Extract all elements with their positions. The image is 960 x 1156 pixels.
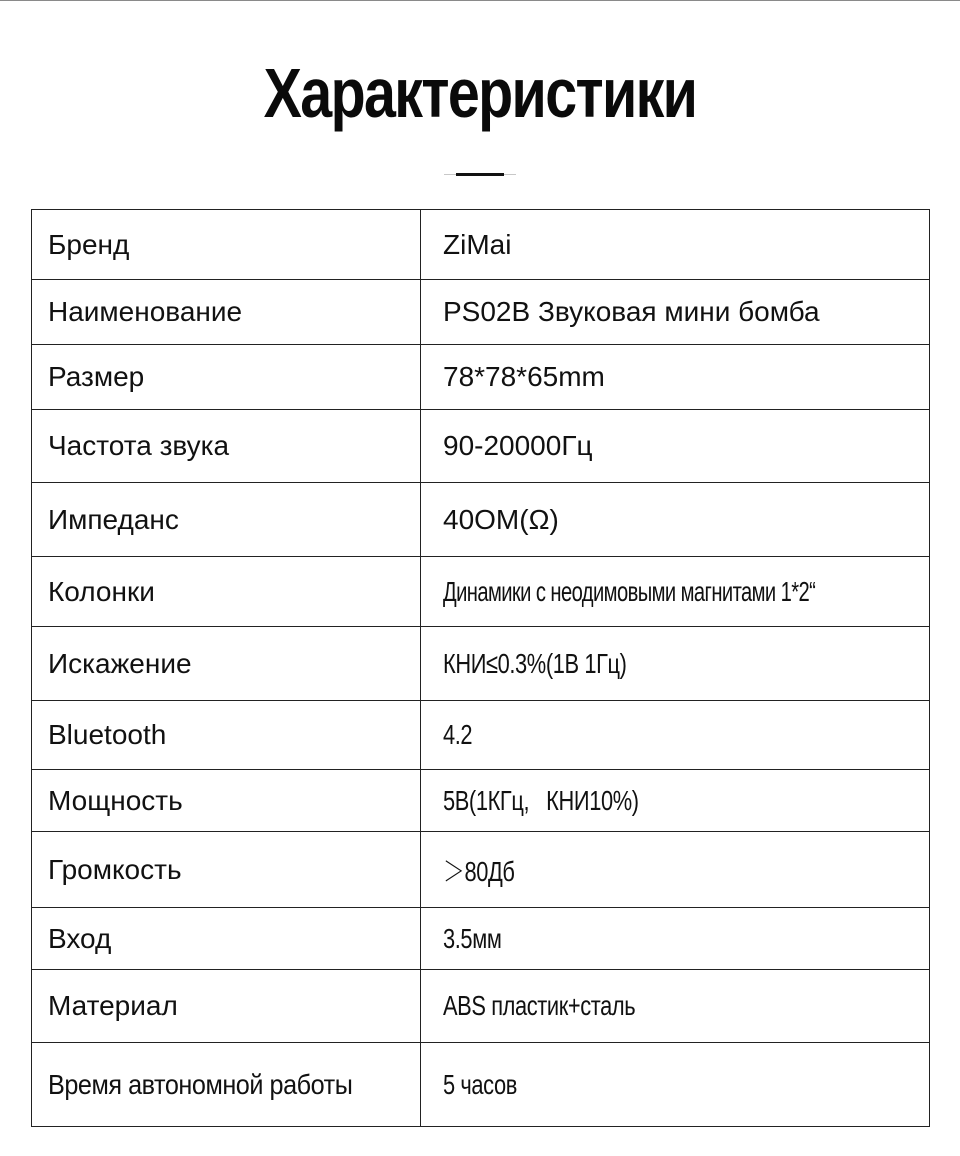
spec-value-text: 40OM(Ω)	[443, 503, 559, 535]
spec-value	[421, 701, 930, 770]
spec-label	[32, 1043, 421, 1127]
spec-value-text: 3.5мм	[443, 922, 502, 954]
spec-value	[421, 627, 930, 701]
spec-value-text: Динамики с неодимовыми магнитами 1*2“	[443, 575, 816, 607]
spec-value	[421, 483, 930, 557]
spec-value-text: ABS пластик+сталь	[443, 990, 636, 1021]
spec-value-text: PS02B Звуковая мини бомба	[443, 296, 820, 327]
spec-value	[421, 908, 930, 970]
spec-label-text: Время автономной работы	[48, 1068, 353, 1100]
spec-value	[421, 210, 930, 280]
spec-label-text: Размер	[48, 361, 145, 392]
spec-value-text: КНИ≤0.3%(1В 1Гц)	[443, 647, 627, 679]
spec-label	[32, 410, 421, 483]
spec-label-text: Bluetooth	[48, 719, 167, 750]
spec-label	[32, 557, 421, 627]
table-row	[32, 557, 930, 627]
table-row	[32, 345, 930, 410]
spec-label	[32, 832, 421, 908]
spec-label	[32, 210, 421, 280]
spec-value	[421, 557, 930, 627]
divider-thick-line	[456, 173, 504, 176]
spec-value-text: ＞80Дб	[443, 855, 515, 887]
table-row	[32, 770, 930, 832]
spec-value	[421, 1043, 930, 1127]
table-row	[32, 908, 930, 970]
spec-label-text: Громкость	[48, 853, 182, 885]
specs-table	[31, 209, 930, 1127]
table-row	[32, 483, 930, 557]
spec-value-text: 5В(1КГц, КНИ10%)	[443, 784, 639, 816]
spec-label-text: Мощность	[48, 784, 183, 816]
table-row	[32, 410, 930, 483]
spec-value	[421, 345, 930, 410]
spec-label-text: Вход	[48, 922, 112, 954]
spec-label-text: Колонки	[48, 575, 155, 607]
table-row	[32, 701, 930, 770]
spec-label-text: Бренд	[48, 228, 130, 260]
spec-value	[421, 410, 930, 483]
spec-label	[32, 908, 421, 970]
spec-value-text: 78*78*65mm	[443, 361, 605, 392]
table-row	[32, 1043, 930, 1127]
spec-value	[421, 970, 930, 1043]
spec-value	[421, 832, 930, 908]
spec-label-text: Наименование	[48, 296, 243, 327]
table-row	[32, 210, 930, 280]
title-divider	[444, 172, 516, 176]
spec-label-text: Искажение	[48, 647, 192, 679]
spec-value-text: 4.2	[443, 719, 473, 750]
top-border-line	[0, 0, 960, 1]
spec-value-text: 5 часов	[443, 1068, 517, 1100]
spec-value-text: ZiMai	[443, 228, 512, 260]
spec-label-text: Импеданс	[48, 503, 179, 535]
spec-label	[32, 280, 421, 345]
spec-label-text: Материал	[48, 990, 178, 1021]
spec-label-text: Частота звука	[48, 430, 230, 461]
spec-label	[32, 627, 421, 701]
spec-value	[421, 770, 930, 832]
spec-value	[421, 280, 930, 345]
spec-label	[32, 483, 421, 557]
table-row	[32, 970, 930, 1043]
spec-label	[32, 770, 421, 832]
spec-label	[32, 701, 421, 770]
spec-label	[32, 345, 421, 410]
page-title: Характеристики	[263, 54, 697, 132]
table-row	[32, 280, 930, 345]
spec-value-text: 90-20000Гц	[443, 430, 593, 461]
table-row	[32, 627, 930, 701]
spec-label	[32, 970, 421, 1043]
table-row	[32, 832, 930, 908]
